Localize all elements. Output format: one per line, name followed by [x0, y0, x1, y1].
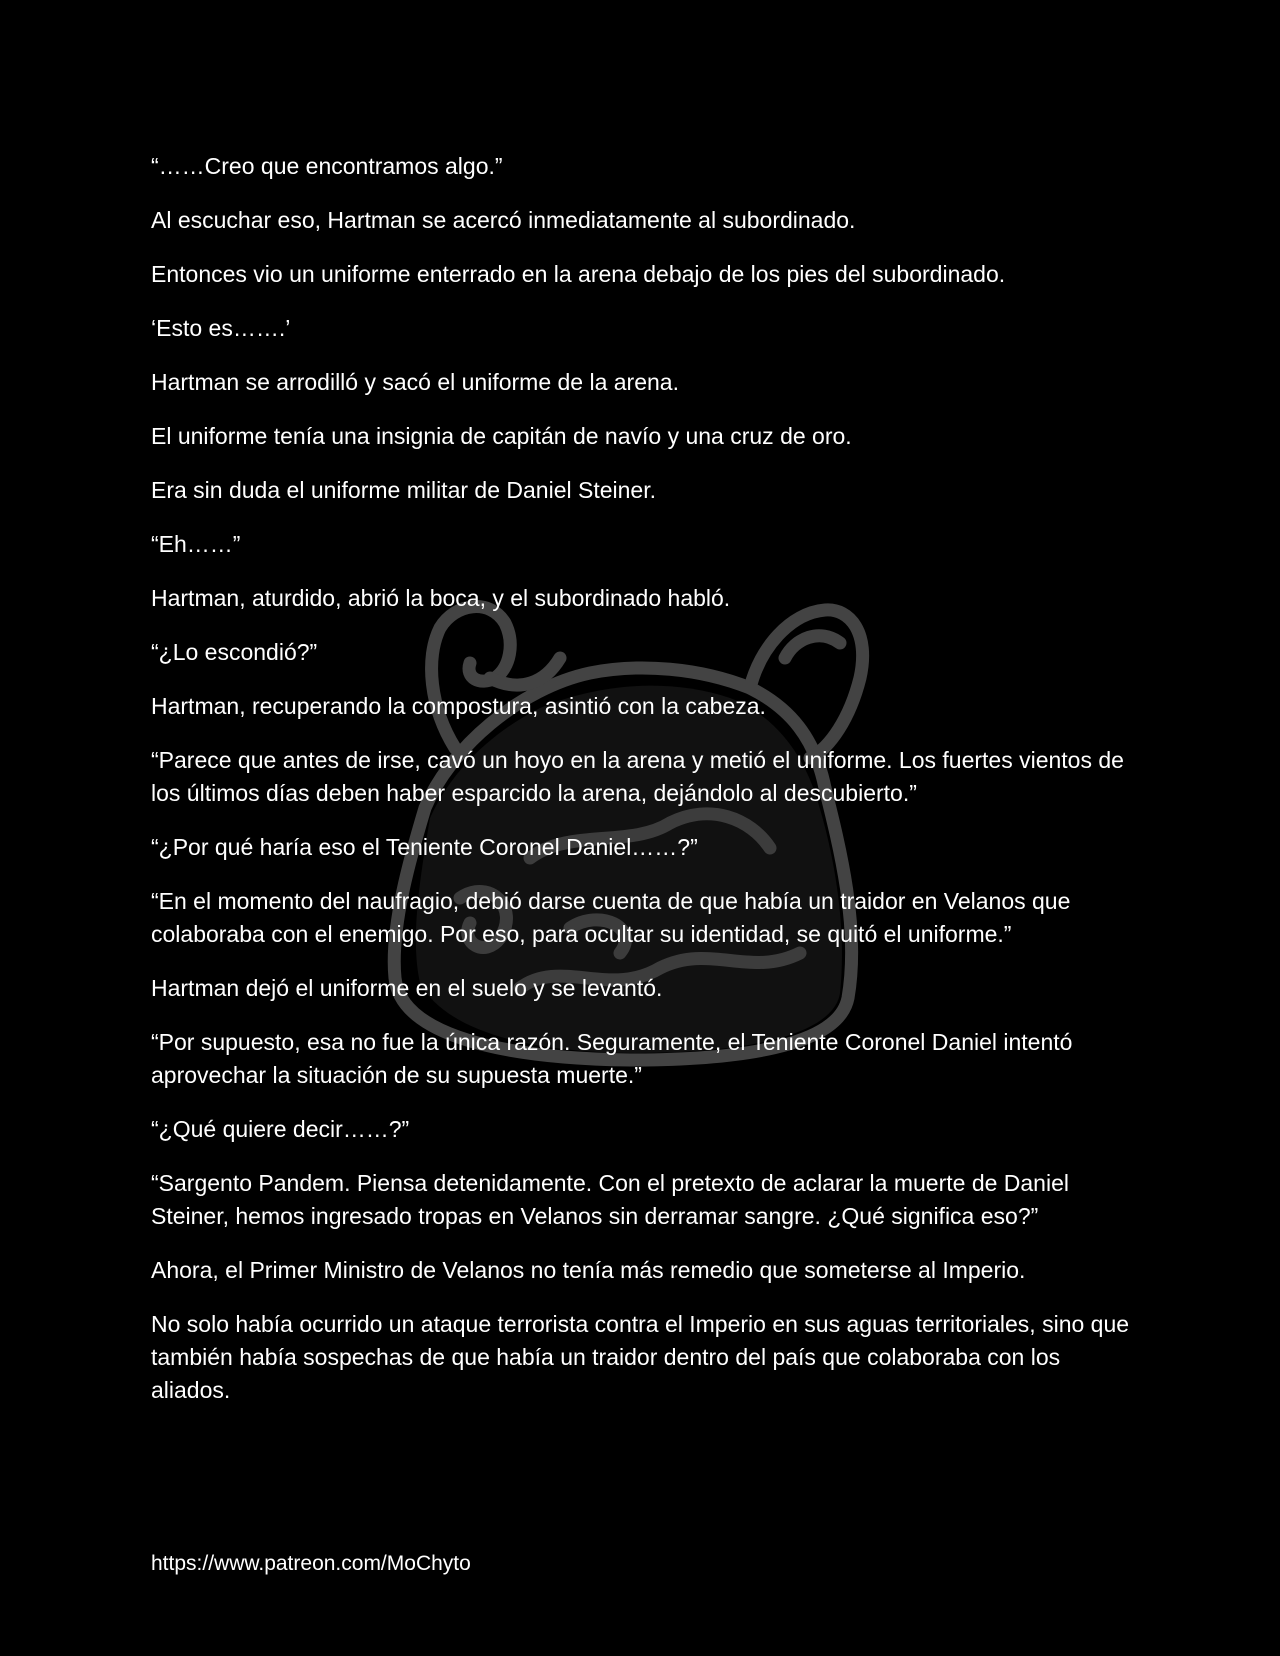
paragraph: Entonces vio un uniforme enterrado en la arena debajo de los pies del subordinado. [151, 261, 1006, 287]
paragraph: “Eh……” [151, 531, 241, 557]
paragraph: Al escuchar eso, Hartman se acercó inmediatamente al subordinado. [151, 207, 856, 233]
paragraph: Hartman se arrodilló y sacó el uniforme de la arena. [151, 369, 679, 395]
paragraph: “¿Por qué haría eso el Teniente Coronel Daniel……?” [151, 834, 698, 860]
paragraph: Era sin duda el uniforme militar de Daniel Steiner. [151, 477, 656, 503]
paragraph: Ahora, el Primer Ministro de Velanos no tenía más remedio que someterse al Imperio. [151, 1257, 1026, 1283]
paragraph: Hartman dejó el uniforme en el suelo y se levantó. [151, 975, 663, 1001]
patreon-link[interactable]: https://www.patreon.com/MoChyto [151, 1552, 471, 1575]
paragraph: No solo había ocurrido un ataque terrorista contra el Imperio en sus aguas territoriales, sino que también había sospechas de que había un traidor dentro del país que colaboraba con los aliados. [151, 1311, 1136, 1403]
paragraph: “……Creo que encontramos algo.” [151, 153, 503, 179]
paragraph: “Parece que antes de irse, cavó un hoyo en la arena y metió el uniforme. Los fuertes vientos de los últimos días deben haber esparcido la arena, dejándolo al descubierto.” [151, 747, 1131, 806]
paragraph: Hartman, recuperando la compostura, asintió con la cabeza. [151, 693, 766, 719]
paragraph: El uniforme tenía una insignia de capitán de navío y una cruz de oro. [151, 423, 852, 449]
paragraph: Hartman, aturdido, abrió la boca, y el subordinado habló. [151, 585, 731, 611]
paragraph: “En el momento del naufragio, debió darse cuenta de que había un traidor en Velanos que colaboraba con el enemigo. Por eso, para ocultar su identidad, se quitó el uniforme.” [151, 888, 1077, 947]
paragraph: ‘Esto es…….’ [151, 315, 291, 341]
paragraph: “Por supuesto, esa no fue la única razón. Seguramente, el Teniente Coronel Daniel intentó aprovechar la situación de su supuesta muerte.” [151, 1029, 1079, 1088]
paragraph: “Sargento Pandem. Piensa detenidamente. Con el pretexto de aclarar la muerte de Daniel Steiner, hemos ingresado tropas en Velanos sin derramar sangre. ¿Qué significa eso?” [151, 1170, 1076, 1229]
paragraph: “¿Lo escondió?” [151, 639, 318, 665]
paragraph: “¿Qué quiere decir……?” [151, 1116, 410, 1142]
document-body [151, 150, 1136, 1428]
